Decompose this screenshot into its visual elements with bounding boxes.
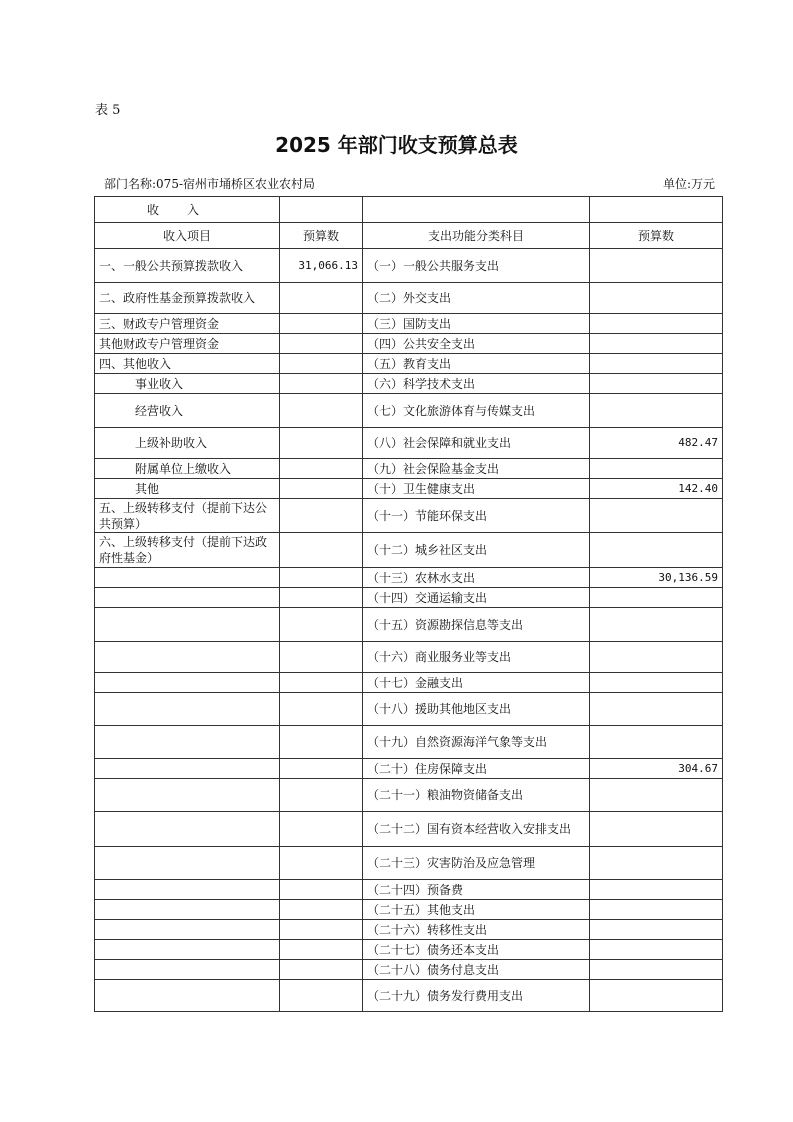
expense-amount-cell (590, 812, 723, 847)
income-amount-cell (280, 568, 363, 588)
income-item-cell (95, 880, 280, 900)
expense-amount-cell (590, 608, 723, 642)
expense-category-cell: （十五）资源勘探信息等支出 (363, 608, 590, 642)
table-row (95, 673, 723, 693)
table-row (95, 759, 723, 779)
table-row (95, 314, 723, 334)
income-amount-cell (280, 334, 363, 354)
table-row (95, 847, 723, 880)
expense-category-cell: （一）一般公共服务支出 (363, 249, 590, 283)
expense-category-cell: （十三）农林水支出 (363, 568, 590, 588)
expense-amount-cell (590, 673, 723, 693)
income-amount-cell (280, 394, 363, 428)
expense-category-cell: （二十三）灾害防治及应急管理 (363, 847, 590, 880)
income-amount-cell (280, 459, 363, 479)
expense-category-cell: （十六）商业服务业等支出 (363, 642, 590, 673)
income-amount-cell (280, 673, 363, 693)
expense-amount-cell (590, 533, 723, 568)
expense-category-cell: （二十二）国有资本经营收入安排支出 (363, 812, 590, 847)
expense-amount-cell (590, 960, 723, 980)
table-row (95, 499, 723, 533)
table-row (95, 812, 723, 847)
expense-category-cell: （二十四）预备费 (363, 880, 590, 900)
expense-category-cell: （二十八）债务付息支出 (363, 960, 590, 980)
expense-amount-cell: 482.47 (590, 428, 723, 459)
table-row (95, 920, 723, 940)
expense-amount-cell (590, 354, 723, 374)
income-amount-cell (280, 354, 363, 374)
income-amount-cell (280, 812, 363, 847)
expense-amount-cell: 30,136.59 (590, 568, 723, 588)
income-amount-cell (280, 608, 363, 642)
expense-category-cell: （四）公共安全支出 (363, 334, 590, 354)
budget-table (94, 196, 723, 1012)
expense-amount-cell (590, 980, 723, 1012)
table-row (95, 249, 723, 283)
table-row (95, 568, 723, 588)
income-item-cell: 一、一般公共预算拨款收入 (95, 249, 280, 283)
income-amount-cell (280, 960, 363, 980)
income-amount-cell (280, 847, 363, 880)
expense-category-cell: （十二）城乡社区支出 (363, 533, 590, 568)
income-amount-cell (280, 499, 363, 533)
table-row (95, 940, 723, 960)
expense-amount-cell (590, 920, 723, 940)
expense-category-cell: （二十六）转移性支出 (363, 920, 590, 940)
expense-category-cell: （八）社会保障和就业支出 (363, 428, 590, 459)
income-amount-cell (280, 314, 363, 334)
income-item-cell (95, 920, 280, 940)
income-item-cell (95, 642, 280, 673)
income-amount-cell (280, 980, 363, 1012)
expense-category-cell: （二十九）债务发行费用支出 (363, 980, 590, 1012)
table-row (95, 693, 723, 726)
income-amount-cell (280, 880, 363, 900)
income-item-cell: 五、上级转移支付（提前下达公共预算） (95, 499, 280, 533)
expense-category-cell: （十七）金融支出 (363, 673, 590, 693)
income-item-cell (95, 568, 280, 588)
expense-amount-cell (590, 374, 723, 394)
column-header-income-amount: 预算数 (280, 223, 363, 249)
expense-category-cell: （十八）援助其他地区支出 (363, 693, 590, 726)
expense-amount-cell: 142.40 (590, 479, 723, 499)
expense-category-cell: （九）社会保险基金支出 (363, 459, 590, 479)
group-header-row (95, 197, 723, 223)
income-amount-cell (280, 940, 363, 960)
income-item-cell (95, 980, 280, 1012)
table-row (95, 642, 723, 673)
expense-category-cell: （五）教育支出 (363, 354, 590, 374)
expense-amount-cell (590, 779, 723, 812)
income-item-cell (95, 759, 280, 779)
table-row (95, 980, 723, 1012)
expense-amount-cell (590, 283, 723, 314)
department-name: 部门名称:075-宿州市埇桥区农业农村局 (104, 177, 316, 191)
expense-amount-cell (590, 847, 723, 880)
expense-amount-cell (590, 588, 723, 608)
expense-amount-cell (590, 459, 723, 479)
expense-amount-cell (590, 314, 723, 334)
income-amount-cell (280, 533, 363, 568)
income-amount-cell (280, 693, 363, 726)
income-amount-cell (280, 428, 363, 459)
expense-category-cell: （二十五）其他支出 (363, 900, 590, 920)
table-row (95, 334, 723, 354)
income-amount-cell (280, 779, 363, 812)
empty-header-cell (590, 197, 723, 223)
income-group-header: 收入 (95, 197, 280, 223)
income-item-cell: 其他财政专户管理资金 (95, 334, 280, 354)
table-row (95, 459, 723, 479)
income-item-cell: 附属单位上缴收入 (95, 459, 280, 479)
table-row (95, 726, 723, 759)
income-item-cell (95, 726, 280, 759)
empty-header-cell (363, 197, 590, 223)
income-item-cell: 事业收入 (95, 374, 280, 394)
income-amount-cell (280, 588, 363, 608)
expense-amount-cell: 304.67 (590, 759, 723, 779)
expense-category-cell: （二）外交支出 (363, 283, 590, 314)
table-row (95, 588, 723, 608)
table-row (95, 479, 723, 499)
expense-category-cell: （二十七）债务还本支出 (363, 940, 590, 960)
income-amount-cell (280, 920, 363, 940)
income-item-cell (95, 847, 280, 880)
income-item-cell (95, 960, 280, 980)
expense-amount-cell (590, 726, 723, 759)
table-row (95, 533, 723, 568)
income-item-cell: 六、上级转移支付（提前下达政府性基金） (95, 533, 280, 568)
income-item-cell: 其他 (95, 479, 280, 499)
expense-category-cell: （十）卫生健康支出 (363, 479, 590, 499)
income-amount-cell (280, 726, 363, 759)
expense-amount-cell (590, 940, 723, 960)
income-amount-cell (280, 479, 363, 499)
table-row (95, 960, 723, 980)
income-item-cell (95, 900, 280, 920)
expense-amount-cell (590, 693, 723, 726)
income-amount-cell (280, 900, 363, 920)
expense-category-cell: （二十一）粮油物资储备支出 (363, 779, 590, 812)
expense-amount-cell (590, 642, 723, 673)
table-row (95, 900, 723, 920)
expense-amount-cell (590, 499, 723, 533)
unit-label: 单位:万元 (662, 177, 715, 191)
expense-category-cell: （三）国防支出 (363, 314, 590, 334)
income-item-cell: 上级补助收入 (95, 428, 280, 459)
expense-category-cell: （七）文化旅游体育与传媒支出 (363, 394, 590, 428)
empty-header-cell (280, 197, 363, 223)
income-item-cell (95, 608, 280, 642)
column-header-expense-category: 支出功能分类科目 (363, 223, 590, 249)
expense-amount-cell (590, 880, 723, 900)
expense-amount-cell (590, 249, 723, 283)
expense-category-cell: （十四）交通运输支出 (363, 588, 590, 608)
column-header-expense-amount: 预算数 (590, 223, 723, 249)
table-row (95, 880, 723, 900)
income-amount-cell (280, 642, 363, 673)
income-item-cell: 三、财政专户管理资金 (95, 314, 280, 334)
page-title: 2025 年部门收支预算总表 (275, 133, 518, 157)
table-row (95, 779, 723, 812)
expense-category-cell: （十九）自然资源海洋气象等支出 (363, 726, 590, 759)
table-row (95, 428, 723, 459)
table-number: 表 5 (95, 103, 121, 118)
income-item-cell: 四、其他收入 (95, 354, 280, 374)
expense-amount-cell (590, 900, 723, 920)
income-item-cell: 经营收入 (95, 394, 280, 428)
income-item-cell (95, 779, 280, 812)
table-row (95, 394, 723, 428)
income-item-cell (95, 673, 280, 693)
table-row (95, 283, 723, 314)
expense-category-cell: （二十）住房保障支出 (363, 759, 590, 779)
income-amount-cell (280, 374, 363, 394)
column-header-income-item: 收入项目 (95, 223, 280, 249)
expense-amount-cell (590, 334, 723, 354)
expense-category-cell: （六）科学技术支出 (363, 374, 590, 394)
table-row (95, 608, 723, 642)
expense-category-cell: （十一）节能环保支出 (363, 499, 590, 533)
income-item-cell (95, 588, 280, 608)
income-item-cell: 二、政府性基金预算拨款收入 (95, 283, 280, 314)
income-amount-cell (280, 283, 363, 314)
income-item-cell (95, 693, 280, 726)
income-item-cell (95, 940, 280, 960)
expense-amount-cell (590, 394, 723, 428)
income-item-cell (95, 812, 280, 847)
table-row (95, 374, 723, 394)
column-header-row (95, 223, 723, 249)
income-amount-cell: 31,066.13 (280, 249, 363, 283)
income-amount-cell (280, 759, 363, 779)
table-row (95, 354, 723, 374)
